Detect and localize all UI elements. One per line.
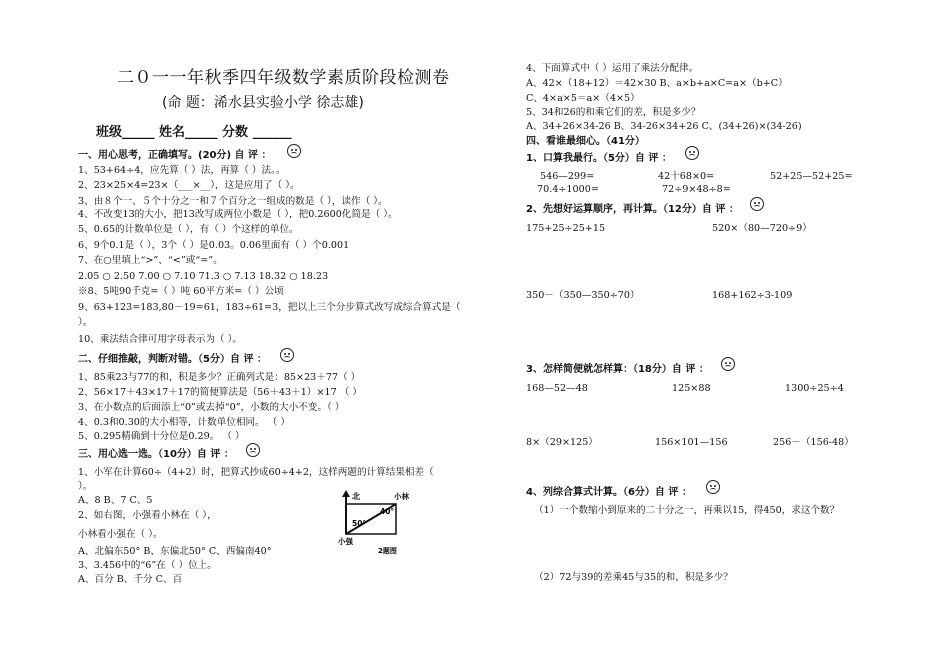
s3-item-4-option-c: C、4×a×5＝a×（4×5） [526, 93, 640, 104]
oral-item-3: 52+25—52+25= [770, 171, 853, 182]
smiley-face-icon [246, 443, 260, 457]
oral-item-5: 72÷9×48÷8= [662, 184, 731, 195]
s3-item-2: 2、如右图，小强看小林在（ ）， [78, 510, 217, 521]
diagram-caption: 2题图 [378, 547, 397, 555]
s3-item-1: 1、小军在计算60÷（4+2）时，把算式抄成60÷4+2，这样两题的计算结果相差（ [78, 467, 434, 478]
s1-item-9: 9、63+123=183,80－19=61，183÷61=3，把以上三个分步算式改写成综合算式是（ [78, 302, 461, 313]
simple-item-1: 168—52—48 [526, 383, 588, 394]
s2-item-4: 4、0.3和0.30的大小相等，计数单位相同。 （ ） [78, 417, 290, 428]
s1-item-9-cont: ）。 [78, 317, 93, 328]
calc-item-3: 350－（350—350÷70） [526, 290, 640, 301]
s2-item-1: 1、85乘23与77的和，积是多少？正确列式是：85×23＋77（ ） [78, 372, 361, 383]
oral-item-1: 546—299= [540, 171, 595, 182]
s3-item-1-options: A、8 B、7 C、5 [78, 495, 153, 506]
smiley-face-icon [706, 480, 720, 494]
s1-item-2: 2、23×25×4=23×（___×__），这是应用了（ ）。 [78, 180, 300, 191]
xiaoqiang-label: 小强 [338, 537, 353, 546]
north-arrow-icon [342, 490, 350, 497]
oral-item-4: 70.4÷1000= [537, 184, 599, 195]
s2-item-5: 5、0.295精确到十分位是0.29。 （ ） [78, 431, 245, 442]
s3-item-5-options: A、34+26×34-26 B、34-26×34+26 C、(34+26)×(34-26) [526, 121, 802, 132]
smiley-face-icon [287, 144, 301, 158]
word-problem-1: （1）一个数缩小到原来的二十分之一，再乘以15，得450，求这个数？ [534, 505, 840, 516]
xiaolin-label: 小林 [394, 492, 409, 501]
simple-item-3: 1300÷25÷4 [785, 383, 844, 394]
s1-item-8: ※8、5吨90千克=（ ）吨 60平方米=（ ）公顷 [78, 286, 284, 297]
section-4-heading: 四、看谁最细心。（41分） [526, 136, 645, 147]
s1-item-10: 10、乘法结合律可用字母表示为（ ）。 [78, 334, 242, 345]
s3-item-4: 4、下面算式中（ ）运用了乘法分配律。 [526, 63, 699, 74]
calc-item-2: 520×（80—720÷9） [712, 223, 812, 234]
s1-item-1: 1、53+64÷4，应先算（ ）法，再算（ ）法。。 [78, 165, 286, 176]
simple-item-5: 156×101—156 [655, 437, 728, 448]
section-3-heading: 三、用心选一选。（10分）自 评 ： [78, 449, 234, 460]
smiley-face-icon [280, 348, 294, 362]
s3-item-2-options: A、北偏东50° B、东偏北50° C、西偏南40° [78, 546, 272, 557]
calc-item-1: 175+25÷25+15 [526, 223, 606, 234]
angle-50-label: 50° [352, 519, 367, 528]
q2-heading: 2、先想好运算顺序，再计算。（12分）自 评 ： [526, 204, 739, 215]
exam-title: 二０一一年秋季四年级数学素质阶段检测卷 [117, 68, 450, 88]
s1-item-4: 4、不改变13的大小，把13改写成两位小数是（ ），把0.2600化简是（ ）。 [78, 209, 398, 220]
s1-item-6: 6、9个0.1是（ ），3个（ ）是0.03。0.06里面有（ ）个0.001 [78, 240, 350, 251]
angle-40-label: 40° [380, 507, 395, 516]
word-problem-2: （2）72与39的差乘45与35的和，积是多少？ [534, 572, 733, 583]
s3-item-4-options-ab: A、42×（18+12）＝42×30 B、a×b+a×C=a×（b+C） [526, 78, 788, 89]
smiley-face-icon [750, 197, 764, 211]
simple-item-6: 256－（156-48） [773, 437, 854, 448]
simple-item-4: 8×（29×125） [526, 437, 598, 448]
oral-item-2: 42十68×0= [658, 171, 715, 182]
calc-item-4: 168+162÷3-109 [712, 290, 793, 301]
student-info-fields: 班级_____ 姓名_____ 分数 ______ [96, 125, 292, 140]
north-label: 北 [352, 492, 360, 501]
s3-item-3: 3、3.456中的“6”在（ ）位上。 [78, 560, 217, 571]
q3-heading: 3、怎样简便就怎样算：（18分）自 评 ： [526, 364, 709, 375]
s3-item-5: 5、34和26的和乘它们的差，积是多少？ [526, 107, 701, 118]
q4-heading: 4、列综合算式计算。（6分）自 评 ： [526, 487, 692, 498]
exam-subtitle: (命 题：浠水县实验小学 徐志雄) [162, 95, 364, 111]
smiley-face-icon [685, 146, 699, 160]
s3-item-3-options: A、百分 B、千分 C、百 [78, 574, 183, 585]
s1-item-5: 5、0.65的计数单位是（ ），有（ ）个这样的单位。 [78, 224, 299, 235]
s2-item-3: 3、在小数点的后面添上“0”或去掉“0”，小数的大小不变。（ ） [78, 402, 345, 413]
section-1-heading: 一、用心思考，正确填写。(20分) 自 评 ： [78, 150, 272, 161]
direction-diagram [338, 488, 430, 556]
s1-item-7-comparisons: 2.05 ○ 2.50 7.00 ○ 7.10 71.3 ○ 7.13 18.32 ○ 18.23 [78, 271, 329, 282]
simple-item-2: 125×88 [672, 383, 711, 394]
q1-heading: 1、口算我最行。（5分）自 评 ： [526, 153, 672, 164]
s1-item-7: 7、在○里填上“>”、“<”或“=”。 [78, 255, 223, 266]
s3-item-1-cont: ）。 [78, 481, 93, 492]
section-2-heading: 二、仔细推敲，判断对错。（5分）自 评 ： [78, 354, 267, 365]
s2-item-2: 2、56×17＋43×17＋17的简便算法是（56＋43＋1）×17 （ ） [78, 387, 362, 398]
s3-item-2-cont: 小林看小强在（ ）。 [78, 529, 163, 540]
s1-item-3: 3、由８个一、５个十分之一和７个百分之一组成的数是（ ），读作（ ）。 [78, 196, 388, 207]
smiley-face-icon [721, 357, 735, 371]
